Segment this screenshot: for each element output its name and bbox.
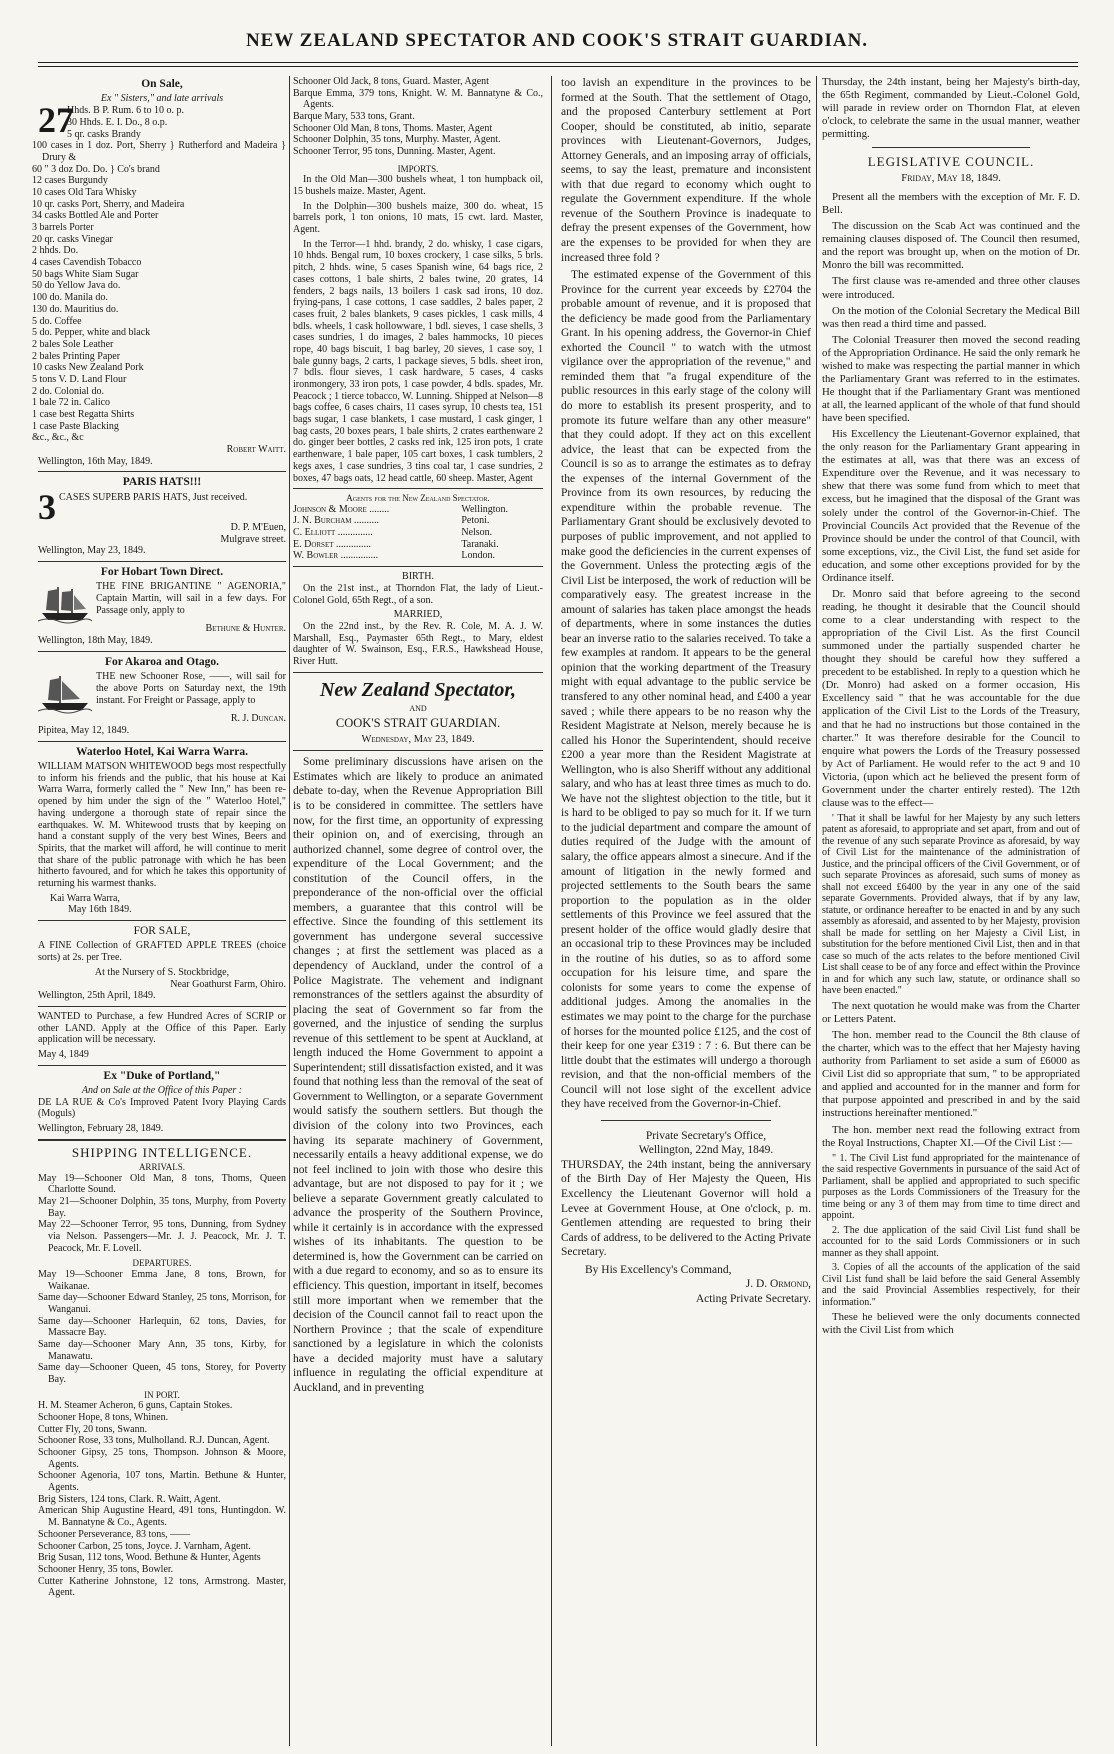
agent-location: Taranaki.	[461, 538, 499, 550]
agent-row	[293, 527, 543, 539]
portland-heading: Ex "Duke of Portland,"	[103, 1069, 221, 1082]
agent-name: W. Bowler ...............	[293, 550, 379, 562]
forsale-text: A FINE Collection of GRAFTED APPLE TREES (choice sorts) at 2s. per Tree.	[38, 940, 286, 964]
wanted-date: May 4, 1849	[38, 1048, 89, 1060]
sale-date: Wellington, 16th May, 1849.	[38, 455, 153, 467]
waterloo-heading: Waterloo Hotel, Kai Warra Warra.	[75, 745, 249, 758]
agent-row	[293, 504, 543, 516]
council-quote-1: ' That it shall be lawful for her Majesty by any such letters patent as aforesaid, to appropriate and set apart, from and out of the revenue of any such separate Province as aforesaid, by way of Civil List for the maintenance of the administration of Justice, and the principal officers of the Civil Government, or of such separate Provinces as aforesaid, such sums of money as shall not exceed £6400 by the year in any one of the said separate Governments. Provided always, that if by any law, statute, or ordinance hereafter to be enacted in and by any such assembly as aforesaid, and assented to by her Majesty, provision shall be made for settling on her Majesty a Civil List, in substitution for the before mentioned Civil List, then and in that case so much of the acts relates to the before mentioned Civil List shall cease to be of any force and effect within the Province in and for which any such law, statute, or ordinance shall so have been enacted."	[822, 812, 1080, 997]
forsale-heading: FOR SALE,	[133, 925, 191, 938]
council-quote-3: 2. The due application of the said Civil List fund shall be accounted for to the said Lords Commissioners or in such manner as they shall appoint.	[822, 1224, 1080, 1259]
imports-old-man: In the Old Man—300 bushels wheat, 1 ton humpback oil, 15 bushels maize. Master, Agent.	[293, 174, 543, 198]
forsale-date: Wellington, 25th April, 1849.	[38, 990, 156, 1002]
council-p3: The first clause was re-amended and three other clauses were introduced.	[822, 275, 1080, 301]
departure-entry: May 19—Schooner Emma Jane, 8 tons, Brown, for Waikanae.	[38, 1268, 286, 1292]
sale-item: 10 cases Old Tara Whisky	[32, 186, 137, 198]
divider	[38, 1006, 286, 1007]
column-divider	[816, 76, 817, 1746]
agent-name: E. Dorset ..............	[293, 538, 371, 550]
inport-entry: Schooner Terror, 95 tons, Dunning. Master, Agent.	[293, 146, 496, 158]
column-3	[561, 76, 811, 1746]
portland-date: Wellington, February 28, 1849.	[38, 1123, 164, 1135]
akaroa-signer: R. J. Duncan.	[230, 713, 286, 725]
paris-text: CASES SUPERB PARIS HATS, Just received.	[59, 491, 248, 503]
inport-heading: IN PORT.	[144, 1389, 180, 1400]
ship-icon	[38, 583, 92, 623]
sale-item: 4 cases Cavendish Tobacco	[32, 257, 142, 269]
inport-entry: Schooner Old Man, 8 tons, Thoms. Master, Agent	[293, 122, 493, 134]
editorial-continued-2: The estimated expense of the Government of this Province for the current year exceeds by £2704 the probable amount of revenue, and it is proposed that the deficiency be made good from the Parliamentary Grant. In his opening address, the Governor-in Chief exhorted the Council " to watch with the utmost vigilance over the appropriation of the revenue," and reminded them that "a frugal expenditure of the public resources in this early stage of the colony will do more to establish its present prosperity, and to promote its future welfare than any other measure" that they could adopt. If they act on this excellent advice, the least that can be expected from the Council is so as to arrange the estimates as to defray the expenses of the internal Government of the Province from its own resources, by reducing the expenditure within the probable revenue. The Parliamentary Grant should be exclusively devoted to purposes of public improvement, and not applied to make good the deficiencies in the current expenses of the Government. Unless the protecting ægis of the Civil List be interposed, the work of reduction will be comparatively easy. The greatest increase in the amount of salaries has taken place amongst the heads of departments, where in some instances the duties bear an inverse ratio to the salaries received. To take a few examples at random. It appears to be the general opinion that the working department of the Treasury might with equal advantage to the public service be transfered to any other nominal head, and £400 a year saved ; while there appears to be no reason why the Resident Magistrate at Nelson, merely because he is called his Honor the Superintendent, should receive £200 a year more than the Resident Magistrate at Wellington, who is also Sheriff without any additional salary, and who has at least three times as much to do. We have not the slightest objection to the title, but it is hard to be obliged to pay so much for it. If we turn to the judicial department and compare the amount of duties required of the Judge with the amount of salary, the office appears almost a sinecure. And if the amount of litigation in the newly formed and projected settlements to the South bears the same proportion to the population as in the older settlements of this Province we feel assured that the present holder of the office would gladly desire that an occasional trip to these Provinces may be included in the routine of his duties, so as to afford some occupation for his leisure time, and spare the colonists for some years to come the expense of additional judges. Among the anomalies in the estimates we may point to the charge for the purchase of horses for the mounted police £125, and the cost of their keep for one year £319 : 7 : 6. But there can be little doubt that the estimates will undergo a thorough revision, and that the non-official members of the Council will not lose sight of the excellent advice they have received from the Governor-in-Chief.	[561, 269, 811, 1111]
sale-item: 10 qr. casks Port, Sherry, and Madeira	[32, 198, 185, 210]
forsale-address: Near Goathurst Farm, Ohiro.	[170, 978, 286, 990]
sale-item: 12 cases Burgundy	[32, 175, 108, 187]
agent-row	[293, 550, 543, 562]
divider	[38, 741, 286, 742]
sale-item: 34 casks Bottled Ale and Porter	[32, 210, 159, 222]
divider	[38, 1065, 286, 1066]
agent-row	[293, 539, 543, 551]
inport-entry: Brig Susan, 112 tons, Wood. Bethune & Hunter, Agents	[38, 1552, 261, 1564]
sale-item: 20 qr. casks Vinegar	[32, 233, 113, 245]
arrivals-list	[38, 1173, 286, 1255]
agent-name: Johnson & Moore ........	[293, 503, 390, 515]
inport-entry: Schooner Perseverance, 83 tons, ——	[38, 1528, 191, 1540]
arrival-entry: May 21—Schooner Dolphin, 35 tons, Murphy, from Poverty Bay.	[38, 1195, 286, 1219]
sale-number: 27	[38, 100, 74, 141]
notice-signer: J. D. Ormond,	[745, 1278, 811, 1291]
inport-continued-list	[293, 76, 543, 158]
akaroa-date: Pipitea, May 12, 1849.	[38, 724, 130, 736]
sale-item: 30 Hhds. E. I. Do., 8 o.p.	[67, 116, 168, 128]
inport-entry: Schooner Henry, 35 tons, Bowler.	[38, 1563, 174, 1575]
portland-text: DE LA RUE & Co's Improved Patent Ivory Playing Cards (Moguls)	[38, 1096, 286, 1120]
arrivals-heading: ARRIVALS.	[138, 1162, 186, 1173]
editorial-continued-1: too lavish an expenditure in the provinces to be formed at the South. That the settlement of Otago, and the proposed Canterbury settlement at Port Cooper, should be constituted, ab initio, separate provinces with Lieutenant-Governors, Judges, Attorney Generals, and an imposing array of officials, seems, to say the least, premature and inconsistent with that due regard to economy which ought to regulate the Government expenditure. If the whole revenue of the Southern Province is inadequate to defray the present expenses of the Government, how are the expenses to be provided for when they are increased three fold ?	[561, 77, 811, 264]
sale-item: Hhds. B P. Rum. 6 to 10 o. p.	[67, 105, 184, 117]
married-heading: MARRIED,	[393, 609, 443, 621]
forsale-at: At the Nursery of S. Stockbridge,	[94, 966, 230, 978]
hobart-text: THE FINE BRIGANTINE " AGENORIA," Captain Martin, will sail in a few days. For Passage only, apply to	[96, 581, 286, 616]
inport-entry: American Ship Augustine Heard, 491 tons, Huntingdon. W. M. Bannatyne & Co., Agents.	[38, 1505, 286, 1529]
departure-entry: Same day—Schooner Edward Stanley, 25 tons, Morrison, for Wanganui.	[38, 1292, 286, 1315]
sale-signer: Robert Waitt.	[226, 444, 286, 456]
inport-entry: Barque Emma, 379 tons, Knight. W. M. Bannatyne & Co., Agents.	[293, 87, 543, 111]
divider	[293, 672, 543, 673]
sale-item: 5 do. Coffee	[32, 315, 82, 327]
imports-heading: IMPORTS.	[397, 163, 439, 174]
sale-item: 50 do Yellow Java do.	[32, 280, 121, 292]
inport-entry: Schooner Old Jack, 8 tons, Guard. Master, Agent	[293, 76, 489, 87]
divider	[601, 1120, 771, 1121]
column-1	[32, 76, 286, 1746]
sale-item: 100 do. Manila do.	[32, 292, 108, 304]
sale-item: 2 do. Colonial do.	[32, 385, 104, 397]
sale-item: 1 case Paste Blacking	[32, 420, 119, 432]
agent-name: J. N. Burcham ..........	[293, 515, 380, 527]
column-divider	[551, 76, 552, 1746]
notice-date: Wellington, 22nd May, 1849.	[638, 1144, 774, 1157]
departure-entry: Same day—Schooner Mary Ann, 35 tons, Kirby, for Manawatu.	[38, 1339, 286, 1362]
ship-icon	[38, 673, 92, 713]
sale-item: 60 " 3 doz Do. Do. } Co's brand	[32, 163, 160, 175]
birth-text: On the 21st inst., at Thorndon Flat, the lady of Lieut.-Colonel Gold, 65th Regt., of a son.	[293, 582, 543, 606]
sale-item: 2 bales Printing Paper	[32, 350, 121, 362]
inport-entry: Schooner Gipsy, 25 tons, Thompson. Johnson & Moore, Agents.	[38, 1447, 286, 1470]
married-text: On the 22nd inst., by the Rev. R. Cole, M. A. J. W. Marshall, Esq., Paymaster 65th Regt., to Mary, eldest daughter of W. Swainson, Esq., F.R.S., Hawkshead House, River Hutt.	[293, 620, 543, 667]
council-quote-2: " 1. The Civil List fund appropriated for the maintenance of the said respective Governments in pursuance of the said Act of Parliament, shall be applied and appropriated to such specific purposes as the Lords Commissioners of the Treasury for the time being or any 3 of them may from time to time direct and appoint.	[822, 1152, 1080, 1222]
waterloo-place: Kai Warra Warra,	[50, 892, 120, 904]
departures-list	[38, 1269, 286, 1386]
inport-entry: Brig Sisters, 124 tons, Clark. R. Waitt, Agent.	[38, 1493, 221, 1505]
notice-by: By His Excellency's Command,	[585, 1263, 732, 1276]
sale-heading: On Sale,	[141, 78, 183, 90]
hobart-signer: Bethune & Hunter.	[205, 623, 286, 635]
council-p8: The next quotation he would make was from the Charter or Letters Patent.	[822, 999, 1080, 1026]
notice-office: Private Secretary's Office,	[645, 1129, 767, 1142]
inport-entry: Cutter Fly, 20 tons, Swann.	[38, 1423, 148, 1435]
council-p11: These he believed were the only documents connected with the Civil List from which	[822, 1311, 1080, 1337]
agent-row	[293, 515, 543, 527]
inport-entry: Schooner Carbon, 25 tons, Joyce. J. Varnham, Agent.	[38, 1540, 251, 1552]
divider	[38, 471, 286, 472]
departures-heading: DEPARTURES.	[132, 1258, 192, 1269]
council-p5: The Colonial Treasurer then moved the second reading of the Appropriation Ordinance. He said the only remark he wished to make was respecting the partial manner in which the Parliamentary Grant was referred to in the estimates. He thought that if the Parliamentary Grant was mentioned at all, the learned applicant of the whole of that fund should have been specified.	[822, 333, 1080, 425]
divider	[293, 566, 543, 567]
inport-entry: Schooner Hope, 8 tons, Whinen.	[38, 1411, 169, 1423]
column-2	[293, 76, 543, 1746]
sale-item: 5 qr. casks Brandy	[67, 128, 141, 140]
sale-item: 3 barrels Porter	[32, 222, 94, 234]
paris-heading: PARIS HATS!!!	[122, 476, 202, 489]
masthead: NEW ZEALAND SPECTATOR AND COOK'S STRAIT GUARDIAN.	[245, 30, 869, 51]
council-p10: The hon. member next read the following extract from the Royal Instructions, Chapter XI.—Of the Civil List :—	[822, 1123, 1080, 1149]
masthead-rule-2	[38, 66, 1078, 67]
waterloo-text: WILLIAM MATSON WHITEWOOD begs most respectfully to inform his friends and the public, that his house at Kai Warra Warra, formerly called the " New Inn," has been re-opened by him under the sign of the " Waterloo Hotel," having undergone a thorough state of repair since the earthquakes. W. M. Whitewood trusts that by keeping on hand a constant supply of the very best Wines, Beers and Spirits, that the market will afford, he will continue to merit that share of the public patronage with which he has been hitherto favoured, and for which he takes this opportunity of returning his warmest thanks.	[38, 761, 286, 889]
sale-item: 2 bales Sole Leather	[32, 338, 114, 350]
birth-heading: BIRTH.	[402, 571, 434, 583]
inport-entry: Barque Mary, 533 tons, Grant.	[293, 111, 415, 123]
inport-entry: Schooner Rose, 33 tons, Mulholland. R.J. Duncan, Agent.	[38, 1435, 270, 1447]
paris-address: Mulgrave street.	[220, 533, 286, 545]
editorial-text: Some preliminary discussions have arisen on the Estimates which are likely to produce an animated debate to-day, when the Revenue Appropriation Bill is to be considered in committee. The settlers have now, for the first time, an opportunity of expressing their opinion on, and of exercising, through an authorized channel, some degree of control over, the expenditure of the Local Government; and the constitution of the Council offers, in the preponderance of the non-official over the official members, a guarantee that this control will be effective. Since the founding of this settlement its government has undergone several successive changes ; at first the settlement was placed as a dependency of Auckland, under the control of a Police Magistrate. The vehement and indignant remonstrances of the settlers against the absurdity of placing the seat of Government so far from the governed, and the injustice of sending the surplus revenue of this settlement to be spent at Auckland, at length induced the Home Government to appoint a Superintendent; still dissatisfaction existed, and it was found that nothing less than the removal of the seat of Government to Wellington, or a separate Government would satisfy the southern settlers. But though the division of the colony into two Provinces, each having its separate machinery of Government, necessarily entails a heavy additional expense, we do not feel inclined to join with those who desire this advantage, but are not disposed to pay for it ; we believe a separate Government greatly calculated to advance the prosperity of the Southern Province, while it certainly is in accordance with the expressed wishes of its inhabitants. The question to be determined is, how the Government can be carried on with a due regard to economy, and so as to ensure its efficiency. This question, important in itself, becomes still more important when we remember that the decision of the Council cannot fail to react upon the Northern Province ; that the scale of expenditure sanctioned by a legislature in which the colonists have a decided majority must have a salutary influence in regulating the official expenditure at Auckland, and in preventing	[293, 756, 543, 1394]
column-divider	[289, 76, 290, 1746]
portland-subheading: And on Sale at the Office of this Paper :	[81, 1085, 243, 1097]
divider	[38, 920, 286, 921]
paper-subtitle: COOK'S STRAIT GUARDIAN.	[335, 716, 501, 731]
hobart-heading: For Hobart Town Direct.	[100, 565, 224, 578]
sale-list	[32, 100, 286, 444]
paris-number: 3	[38, 486, 56, 527]
agent-name: C. Elliott ..............	[293, 527, 373, 539]
inport-entry: Schooner Dolphin, 35 tons, Murphy. Master, Agent.	[293, 134, 501, 146]
notice-text: THURSDAY, the 24th instant, being the anniversary of the Birth Day of Her Majesty the Queen, His Excellency the Lieutenant Governor will hold a Levee at Government House, at One o'clock, p. m. Gentlemen attending are requested to bring their Cards of address, to be delivered to the Acting Private Secretary.	[561, 1158, 811, 1259]
departure-entry: Same day—Schooner Harlequin, 62 tons, Davies, for Massacre Bay.	[38, 1315, 286, 1339]
paris-signer: D. P. M'Euen,	[230, 521, 286, 533]
council-p9: The hon. member read to the Council the 8th clause of the charter, which was to the effect that her Majesty having authority from Parliament to set aside a sum of £6000 as Civil List did so appropriate that sum, " to be appropriated and applied and accounted for in the manner and form for that purpose appointed and prescribed in and by the said instructions hereinafter mentioned."	[822, 1029, 1080, 1120]
inport-entry: Cutter Katherine Johnstone, 12 tons, Armstrong. Master, Agent.	[38, 1575, 286, 1599]
column-4	[822, 76, 1080, 1746]
council-p6: His Excellency the Lieutenant-Governor explained, that the only reason for the Parliamentary Grant appearing in the estimates at all, was that there was an excess of Expenditure over the Revenue, and it was necessary to shew that there was some fund from which to meet that excess, but he imagined that the disposal of the Grant was solely under the control of the Governor-in-Chief. The Provincial Councils Act provided that the Revenue of the Province should be under the control of that Council, with some exceptions, viz., the Civil List, the fund set aside for education, and some other exceptions provided for by the Ordinance itself.	[822, 428, 1080, 584]
sale-item: &c., &c., &c	[32, 432, 84, 444]
agent-location: London.	[461, 550, 495, 562]
divider	[38, 561, 286, 562]
divider	[38, 1139, 286, 1141]
council-p2: The discussion on the Scab Act was continued and the remaining clauses disposed of. The Council then resumed, and the report was brought up, when on the motion of Dr. Monro the bill was recommitted.	[822, 220, 1080, 272]
council-p1: Present all the members with the exception of Mr. F. D. Bell.	[822, 191, 1080, 217]
divider	[872, 147, 1030, 148]
inport-entry: H. M. Steamer Acheron, 6 guns, Captain Stokes.	[38, 1400, 233, 1412]
sale-item: 1 bale 72 in. Calico	[32, 397, 111, 409]
agents-table	[293, 504, 543, 562]
council-date: Friday, May 18, 1849.	[901, 172, 1001, 185]
paper-date: Wednesday, May 23, 1849.	[361, 734, 475, 746]
council-quote-4: 3. Copies of all the accounts of the application of the said Civil List fund shall be laid before the said General Assembly and the said Provincial Assemblies respectively, for their information."	[822, 1262, 1080, 1308]
paris-date: Wellington, May 23, 1849.	[38, 545, 146, 557]
shipping-heading: SHIPPING INTELLIGENCE.	[71, 1144, 253, 1160]
arrival-entry: May 19—Schooner Old Man, 8 tons, Thoms, Queen Charlotte Sound.	[38, 1172, 286, 1196]
sale-item: 5 tons V. D. Land Flour	[32, 373, 127, 385]
departure-entry: Same day—Schooner Queen, 45 tons, Storey, for Poverty Bay.	[38, 1362, 286, 1386]
sale-item: 100 cases in 1 doz. Port, Sherry } Rutherford and Madeira } Drury &	[32, 140, 286, 163]
akaroa-heading: For Akaroa and Otago.	[105, 655, 219, 668]
sale-item: 10 casks New Zealand Pork	[32, 362, 144, 374]
sale-item: 5 do. Pepper, white and black	[32, 327, 151, 339]
agents-heading: Agents for the New Zealand Spectator.	[346, 493, 490, 504]
waterloo-date: May 16th 1849.	[68, 904, 132, 916]
inport-list	[38, 1400, 286, 1599]
masthead-rule	[38, 62, 1078, 63]
akaroa-text: THE new Schooner Rose, ——, will sail for the above Ports on Saturday next, the 19th instant. For Freight or Passage, apply to	[96, 671, 286, 706]
paper-title: New Zealand Spectator,	[319, 678, 517, 701]
sale-items	[32, 100, 286, 444]
divider	[293, 750, 543, 751]
arrival-entry: May 22—Schooner Terror, 95 tons, Dunning, from Sydney via Nelson. Passengers—Mr. J. J. Peacock, Mr. J. T. Peacock, Mr. F. Lovell.	[38, 1219, 286, 1254]
council-heading: LEGISLATIVE COUNCIL.	[867, 154, 1035, 170]
council-p4: On the motion of the Colonial Secretary the Medical Bill was then read a third time and passed.	[822, 304, 1080, 330]
divider	[293, 488, 543, 489]
hobart-date: Wellington, 18th May, 1849.	[38, 635, 153, 647]
notice-title: Acting Private Secretary.	[695, 1292, 811, 1305]
divider	[38, 651, 286, 652]
sale-item: 50 bags White Siam Sugar	[32, 268, 139, 280]
thursday-text: Thursday, the 24th instant, being her Majesty's birth-day, the 65th Regiment, commanded by Lieut.-Colonel Gold, will parade in review order on Thorndon Flat, at eleven o'clock, to celebrate the same in the usual manner, weather permitting.	[822, 76, 1080, 141]
sale-subheading: Ex " Sisters," and late arrivals	[100, 93, 224, 105]
sale-item: 130 do. Mauritius do.	[32, 303, 119, 315]
agent-location: Petoni.	[461, 515, 490, 527]
imports-terror: In the Terror—1 hhd. brandy, 2 do. whisky, 1 case cigars, 10 hhds. Bengal rum, 10 boxes crockery, 1 case silks, 5 brls. pitch, 2 hhds. wine, 5 cases Spanish wine, 64 bags rice, 2 cases cottons, 1 bale shirts, 2 bales twine, 20 grates, 14 fenders, 2 bags nails, 13 boilers 1 cask sad irons, 10 doz. frying-pans, 1 case cottons, 1 case saddles, 2 bales paper, 2 cases fruit, 2 bales blankets, 9 cases pickles, 1 cask mills, 4 bdls. wheels, 1 cask hollowware, 1 bdl. sieves, 1 case shells, 3 cases sundries, 1 do images, 2 bales hammocks, 10 pieces rope, 40 bags biscuit, 1 bag barley, 20 sieves, 1 case soy, 1 bale gunny bags, 2 carts, 1 package sieves, 5 bdls. sheet iron, 7 bdls. flour sieves, 1 cask hardware, 5 cases, 4 casks ironmongery, 33 iron pots, 1 case powder, 4 bdls. spades, Mr. Peacock ; 1 tierce tobacco, W. Lunning. Shipped at Nelson—8 bags coffee, 6 cases chairs, 11 cases syrup, 10 chests tea, 151 bags sugar, 1 case blankets, 1 case mustard, 1 cask ginger, 1 bag casts, 20 boxes pears, 1 bale shirts, 2 crates earthenware 2 do. ginger beer bottles, 2 casks red ink, 125 iron pots, 1 crate earthenware, 1 bale paper, 105 cart boxes, 1 cask tumblers, 2 kegs axes, 1 case sundries, 3 tins coal tar, 1 case sundries, 2 boxes, 47 bags oats, 12 head cattle, 60 sheep. Master, Agent	[293, 238, 543, 484]
inport-entry: Schooner Agenoria, 107 tons, Martin. Bethune & Hunter, Agents.	[38, 1470, 286, 1494]
agent-location: Wellington.	[461, 503, 509, 515]
sale-item: 2 hhds. Do.	[32, 245, 79, 257]
sale-item: 1 case best Regatta Shirts	[32, 409, 135, 421]
council-p7: Dr. Monro said that before agreeing to the second reading, he thought it desirable that the Council should come to a clear understanding with respect to the appropriation of the Civil List. As the first Council summoned under the partially suspended charter he thought they should be careful how they suffered a precedent to be established. In reply to a question which he (Dr. Monro) had asked on a former occasion, His Excellency said " that he was accountable for the due application of the Civil List to the Lords of the Treasury, and that he had no instructions but those contained in the charter." It was therefore desirable for the Council to enquire what powers the Lords of the Treasury possessed by Act of Parliament. He would refer to the act 9 and 10 Victoria, (upon which act he believed the present form of Government under the charter entirely rested). The 12th clause was to the effect—	[822, 587, 1080, 809]
agent-location: Nelson.	[461, 527, 493, 539]
imports-dolphin: In the Dolphin—300 bushels maize, 300 do. wheat, 15 barrels pork, 1 ton onions, 10 mats, 15 cwt. lard. Master, Agent.	[293, 200, 543, 236]
paper-and: AND	[409, 704, 427, 714]
wanted-text: WANTED to Purchase, a few Hundred Acres of SCRIP or other LAND. Apply at the Office of this Paper. Early application will be necessary.	[38, 1010, 286, 1046]
